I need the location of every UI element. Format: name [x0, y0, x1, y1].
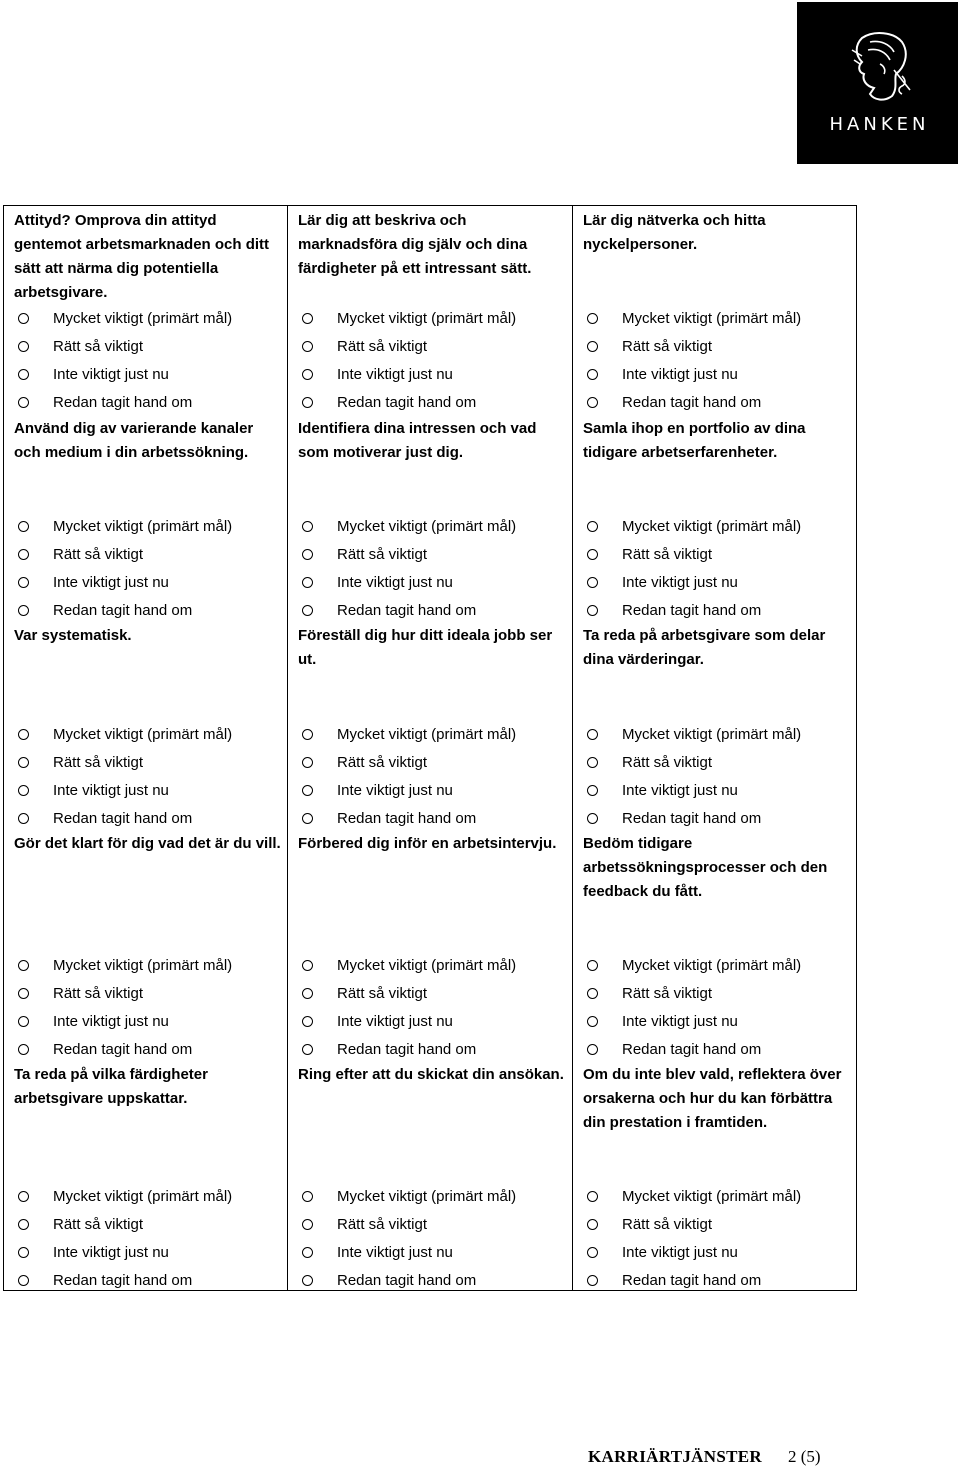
radio-button-icon[interactable]	[587, 960, 598, 971]
radio-button-icon[interactable]	[18, 549, 29, 560]
priority-option[interactable]	[573, 1238, 857, 1266]
radio-button-icon[interactable]	[18, 397, 29, 408]
goal-cell	[288, 621, 573, 827]
priority-options	[4, 951, 287, 1063]
radio-button-icon[interactable]	[18, 1191, 29, 1202]
priority-option[interactable]	[573, 332, 857, 360]
priority-option-label: Inte viktigt just nu	[337, 781, 453, 799]
priority-option-label: Redan tagit hand om	[53, 1040, 193, 1058]
priority-option[interactable]	[573, 568, 857, 596]
column-1	[4, 206, 287, 1290]
priority-options	[288, 1182, 573, 1294]
priority-option[interactable]	[573, 748, 857, 776]
priority-option[interactable]	[4, 776, 287, 804]
priority-option[interactable]	[4, 1007, 287, 1035]
priority-option-label: Inte viktigt just nu	[337, 1243, 453, 1261]
priority-option[interactable]	[573, 979, 857, 1007]
radio-button-icon[interactable]	[587, 1247, 598, 1258]
priority-option-label: Rätt så viktigt	[53, 337, 144, 355]
goal-title: Lär dig att beskriva och marknadsföra dig själv och dina färdigheter på ett intressant sätt.	[298, 212, 532, 277]
goal-cell	[4, 206, 287, 411]
radio-button-icon[interactable]	[18, 341, 29, 352]
priority-option-label: Inte viktigt just nu	[622, 1012, 738, 1030]
priority-option[interactable]	[4, 1238, 287, 1266]
priority-option-label: Rätt så viktigt	[337, 984, 428, 1002]
radio-button-icon[interactable]	[302, 577, 313, 588]
priority-options	[288, 720, 573, 832]
goal-cell	[573, 206, 857, 411]
priority-option[interactable]	[4, 979, 287, 1007]
radio-button-icon[interactable]	[302, 960, 313, 971]
priority-option-label: Redan tagit hand om	[337, 1271, 477, 1289]
priority-option[interactable]	[4, 596, 287, 624]
radio-button-icon[interactable]	[18, 313, 29, 324]
priority-option-label: Redan tagit hand om	[53, 393, 193, 411]
priority-option-label: Redan tagit hand om	[337, 809, 477, 827]
radio-button-icon[interactable]	[302, 1275, 313, 1286]
priority-option[interactable]	[4, 720, 287, 748]
priority-option[interactable]	[288, 1182, 573, 1210]
radio-button-icon[interactable]	[302, 1247, 313, 1258]
priority-options	[288, 304, 573, 416]
priority-option[interactable]	[288, 804, 573, 832]
radio-button-icon[interactable]	[587, 313, 598, 324]
radio-button-icon[interactable]	[18, 1016, 29, 1027]
priority-option[interactable]	[288, 1238, 573, 1266]
priority-option-label: Redan tagit hand om	[337, 1040, 477, 1058]
radio-button-icon[interactable]	[302, 549, 313, 560]
page-footer	[588, 1447, 821, 1467]
hanken-logo	[797, 2, 958, 164]
radio-button-icon[interactable]	[302, 757, 313, 768]
priority-options	[4, 720, 287, 832]
priority-option[interactable]	[288, 304, 573, 332]
logo-wordmark: HANKEN	[829, 114, 930, 135]
priority-option[interactable]	[288, 568, 573, 596]
radio-button-icon[interactable]	[587, 605, 598, 616]
priority-options	[288, 512, 573, 624]
priority-options	[288, 951, 573, 1063]
radio-button-icon[interactable]	[18, 960, 29, 971]
priority-option[interactable]	[573, 776, 857, 804]
goal-title: Föreställ dig hur ditt ideala jobb ser ut.	[298, 627, 553, 668]
priority-options	[573, 304, 857, 416]
priority-option[interactable]	[573, 388, 857, 416]
radio-button-icon[interactable]	[587, 785, 598, 796]
priority-option[interactable]	[573, 951, 857, 979]
radio-button-icon[interactable]	[302, 1219, 313, 1230]
priority-option[interactable]	[288, 951, 573, 979]
priority-option-label: Mycket viktigt (primärt mål)	[337, 517, 517, 535]
goal-cell	[573, 621, 857, 827]
column-2	[287, 206, 573, 1290]
priority-option[interactable]	[4, 512, 287, 540]
radio-button-icon[interactable]	[18, 813, 29, 824]
goal-cell	[4, 829, 287, 1058]
priority-option[interactable]	[288, 596, 573, 624]
priority-option-label: Redan tagit hand om	[622, 393, 762, 411]
radio-button-icon[interactable]	[587, 341, 598, 352]
radio-button-icon[interactable]	[302, 1016, 313, 1027]
priority-option-label: Redan tagit hand om	[53, 809, 193, 827]
priority-options	[573, 951, 857, 1063]
priority-option-label: Redan tagit hand om	[622, 601, 762, 619]
goal-title: Gör det klart för dig vad det är du vill.	[14, 835, 281, 852]
radio-button-icon[interactable]	[302, 397, 313, 408]
goal-title: Var systematisk.	[14, 627, 132, 644]
priority-option-label: Inte viktigt just nu	[622, 781, 738, 799]
priority-option[interactable]	[4, 1035, 287, 1063]
goal-title: Ta reda på arbetsgivare som delar dina värderingar.	[583, 627, 826, 668]
priority-option[interactable]	[573, 360, 857, 388]
goal-cell	[4, 1060, 287, 1289]
radio-button-icon[interactable]	[18, 988, 29, 999]
priority-option-label: Mycket viktigt (primärt mål)	[622, 309, 802, 327]
priority-option[interactable]	[288, 332, 573, 360]
priority-option-label: Rätt så viktigt	[622, 984, 713, 1002]
radio-button-icon[interactable]	[587, 988, 598, 999]
priority-option[interactable]	[288, 512, 573, 540]
priority-option-label: Mycket viktigt (primärt mål)	[337, 309, 517, 327]
priority-option-label: Redan tagit hand om	[53, 601, 193, 619]
priority-option-label: Rätt så viktigt	[337, 753, 428, 771]
radio-button-icon[interactable]	[18, 369, 29, 380]
priority-option-label: Inte viktigt just nu	[622, 573, 738, 591]
priority-option-label: Rätt så viktigt	[53, 753, 144, 771]
radio-button-icon[interactable]	[18, 1275, 29, 1286]
goal-cell	[4, 621, 287, 827]
priority-options	[573, 512, 857, 624]
priority-option[interactable]	[4, 1210, 287, 1238]
priority-options	[4, 512, 287, 624]
goal-cell	[288, 829, 573, 1058]
goal-cell	[4, 414, 287, 619]
radio-button-icon[interactable]	[302, 1191, 313, 1202]
priority-option-label: Rätt så viktigt	[622, 337, 713, 355]
radio-button-icon[interactable]	[302, 729, 313, 740]
priority-option[interactable]	[4, 1182, 287, 1210]
priority-option[interactable]	[4, 388, 287, 416]
radio-button-icon[interactable]	[587, 757, 598, 768]
priority-option[interactable]	[288, 360, 573, 388]
radio-button-icon[interactable]	[302, 369, 313, 380]
priority-option-label: Inte viktigt just nu	[53, 1243, 169, 1261]
radio-button-icon[interactable]	[587, 813, 598, 824]
radio-button-icon[interactable]	[587, 1044, 598, 1055]
goal-title: Om du inte blev vald, reflektera över orsakerna och hur du kan förbättra din prestation i framtiden.	[583, 1066, 842, 1131]
priority-option[interactable]	[573, 512, 857, 540]
radio-button-icon[interactable]	[18, 577, 29, 588]
priority-option[interactable]	[4, 748, 287, 776]
priority-option[interactable]	[288, 748, 573, 776]
radio-button-icon[interactable]	[302, 813, 313, 824]
priority-option-label: Mycket viktigt (primärt mål)	[337, 956, 517, 974]
priority-options	[4, 1182, 287, 1294]
priority-option-label: Mycket viktigt (primärt mål)	[622, 725, 802, 743]
goal-title: Samla ihop en portfolio av dina tidigare arbetserfarenheter.	[583, 420, 806, 461]
radio-button-icon[interactable]	[587, 1219, 598, 1230]
priority-option[interactable]	[573, 720, 857, 748]
priority-option-label: Rätt så viktigt	[53, 1215, 144, 1233]
priority-option[interactable]	[4, 332, 287, 360]
priority-option-label: Mycket viktigt (primärt mål)	[53, 956, 233, 974]
priority-option[interactable]	[288, 1035, 573, 1063]
priority-option-label: Rätt så viktigt	[53, 984, 144, 1002]
goal-title: Attityd? Omprova din attityd gentemot arbetsmarknaden och ditt sätt att närma dig potentiella arbetsgivare.	[14, 212, 270, 301]
priority-option-label: Redan tagit hand om	[337, 601, 477, 619]
priority-option-label: Mycket viktigt (primärt mål)	[622, 956, 802, 974]
priority-option-label: Rätt så viktigt	[622, 545, 713, 563]
radio-button-icon[interactable]	[587, 521, 598, 532]
priority-option[interactable]	[573, 540, 857, 568]
priority-option-label: Inte viktigt just nu	[53, 781, 169, 799]
priority-option[interactable]	[573, 1182, 857, 1210]
goal-cell	[288, 1060, 573, 1289]
priority-option-label: Rätt så viktigt	[337, 337, 428, 355]
footer-label: KARRIÄRTJÄNSTER	[588, 1447, 762, 1466]
priority-option-label: Mycket viktigt (primärt mål)	[337, 1187, 517, 1205]
hermes-head-icon	[840, 30, 916, 104]
radio-button-icon[interactable]	[302, 785, 313, 796]
priority-option[interactable]	[573, 304, 857, 332]
priority-option[interactable]	[288, 540, 573, 568]
goal-title: Förbered dig inför en arbetsintervju.	[298, 835, 557, 852]
priority-option[interactable]	[288, 720, 573, 748]
priority-option-label: Rätt så viktigt	[622, 753, 713, 771]
radio-button-icon[interactable]	[18, 757, 29, 768]
priority-option[interactable]	[4, 360, 287, 388]
priority-option[interactable]	[4, 804, 287, 832]
radio-button-icon[interactable]	[18, 1219, 29, 1230]
priority-option[interactable]	[4, 568, 287, 596]
priority-option-label: Redan tagit hand om	[622, 1271, 762, 1289]
priority-option-label: Inte viktigt just nu	[337, 365, 453, 383]
goal-cell	[573, 414, 857, 619]
priority-option-label: Mycket viktigt (primärt mål)	[53, 309, 233, 327]
priority-options	[573, 720, 857, 832]
radio-button-icon[interactable]	[587, 369, 598, 380]
priority-option[interactable]	[4, 540, 287, 568]
radio-button-icon[interactable]	[18, 521, 29, 532]
priority-option[interactable]	[573, 1035, 857, 1063]
priority-option[interactable]	[573, 1007, 857, 1035]
priority-option-label: Mycket viktigt (primärt mål)	[53, 1187, 233, 1205]
priority-option-label: Inte viktigt just nu	[53, 573, 169, 591]
priority-option[interactable]	[288, 388, 573, 416]
radio-button-icon[interactable]	[18, 729, 29, 740]
radio-button-icon[interactable]	[302, 1044, 313, 1055]
priority-option[interactable]	[4, 951, 287, 979]
radio-button-icon[interactable]	[18, 605, 29, 616]
page-number: 2 (5)	[787, 1447, 821, 1466]
radio-button-icon[interactable]	[587, 397, 598, 408]
radio-button-icon[interactable]	[302, 313, 313, 324]
priority-checklist-table	[3, 205, 857, 1291]
goal-cell	[288, 206, 573, 411]
priority-option[interactable]	[288, 1266, 573, 1294]
radio-button-icon[interactable]	[18, 785, 29, 796]
goal-cell	[288, 414, 573, 619]
priority-option-label: Redan tagit hand om	[622, 1040, 762, 1058]
priority-option-label: Rätt så viktigt	[337, 1215, 428, 1233]
priority-option-label: Redan tagit hand om	[622, 809, 762, 827]
priority-option[interactable]	[4, 1266, 287, 1294]
priority-option-label: Mycket viktigt (primärt mål)	[53, 517, 233, 535]
goal-cell	[573, 1060, 857, 1289]
priority-option-label: Mycket viktigt (primärt mål)	[622, 1187, 802, 1205]
priority-option-label: Inte viktigt just nu	[337, 573, 453, 591]
priority-option-label: Inte viktigt just nu	[53, 1012, 169, 1030]
radio-button-icon[interactable]	[587, 1191, 598, 1202]
priority-option[interactable]	[288, 979, 573, 1007]
radio-button-icon[interactable]	[587, 549, 598, 560]
goal-cell	[573, 829, 857, 1058]
goal-title: Ta reda på vilka färdigheter arbetsgivare uppskattar.	[14, 1066, 208, 1107]
radio-button-icon[interactable]	[18, 1044, 29, 1055]
radio-button-icon[interactable]	[587, 729, 598, 740]
radio-button-icon[interactable]	[587, 1275, 598, 1286]
radio-button-icon[interactable]	[302, 521, 313, 532]
priority-option-label: Inte viktigt just nu	[622, 365, 738, 383]
radio-button-icon[interactable]	[587, 577, 598, 588]
goal-title: Identifiera dina intressen och vad som motiverar just dig.	[298, 420, 537, 461]
priority-option[interactable]	[573, 1266, 857, 1294]
radio-button-icon[interactable]	[302, 341, 313, 352]
priority-option-label: Inte viktigt just nu	[53, 365, 169, 383]
radio-button-icon[interactable]	[302, 605, 313, 616]
priority-options	[4, 304, 287, 416]
priority-option-label: Mycket viktigt (primärt mål)	[337, 725, 517, 743]
priority-option-label: Mycket viktigt (primärt mål)	[622, 517, 802, 535]
priority-option[interactable]	[288, 1007, 573, 1035]
priority-option-label: Rätt så viktigt	[53, 545, 144, 563]
priority-options	[573, 1182, 857, 1294]
priority-option-label: Redan tagit hand om	[337, 393, 477, 411]
priority-option[interactable]	[288, 776, 573, 804]
priority-option[interactable]	[573, 804, 857, 832]
goal-title: Ring efter att du skickat din ansökan.	[298, 1066, 564, 1083]
priority-option[interactable]	[288, 1210, 573, 1238]
goal-title: Bedöm tidigare arbetssökningsprocesser och den feedback du fått.	[583, 835, 828, 900]
priority-option-label: Inte viktigt just nu	[337, 1012, 453, 1030]
radio-button-icon[interactable]	[18, 1247, 29, 1258]
priority-option-label: Inte viktigt just nu	[622, 1243, 738, 1261]
priority-option-label: Rätt så viktigt	[622, 1215, 713, 1233]
priority-option[interactable]	[4, 304, 287, 332]
goal-title: Använd dig av varierande kanaler och medium i din arbetssökning.	[14, 420, 254, 461]
radio-button-icon[interactable]	[587, 1016, 598, 1027]
column-3	[572, 206, 857, 1290]
goal-title: Lär dig nätverka och hitta nyckelpersoner.	[583, 212, 766, 253]
priority-option[interactable]	[573, 596, 857, 624]
priority-option[interactable]	[573, 1210, 857, 1238]
priority-option-label: Redan tagit hand om	[53, 1271, 193, 1289]
priority-option-label: Rätt så viktigt	[337, 545, 428, 563]
priority-option-label: Mycket viktigt (primärt mål)	[53, 725, 233, 743]
radio-button-icon[interactable]	[302, 988, 313, 999]
